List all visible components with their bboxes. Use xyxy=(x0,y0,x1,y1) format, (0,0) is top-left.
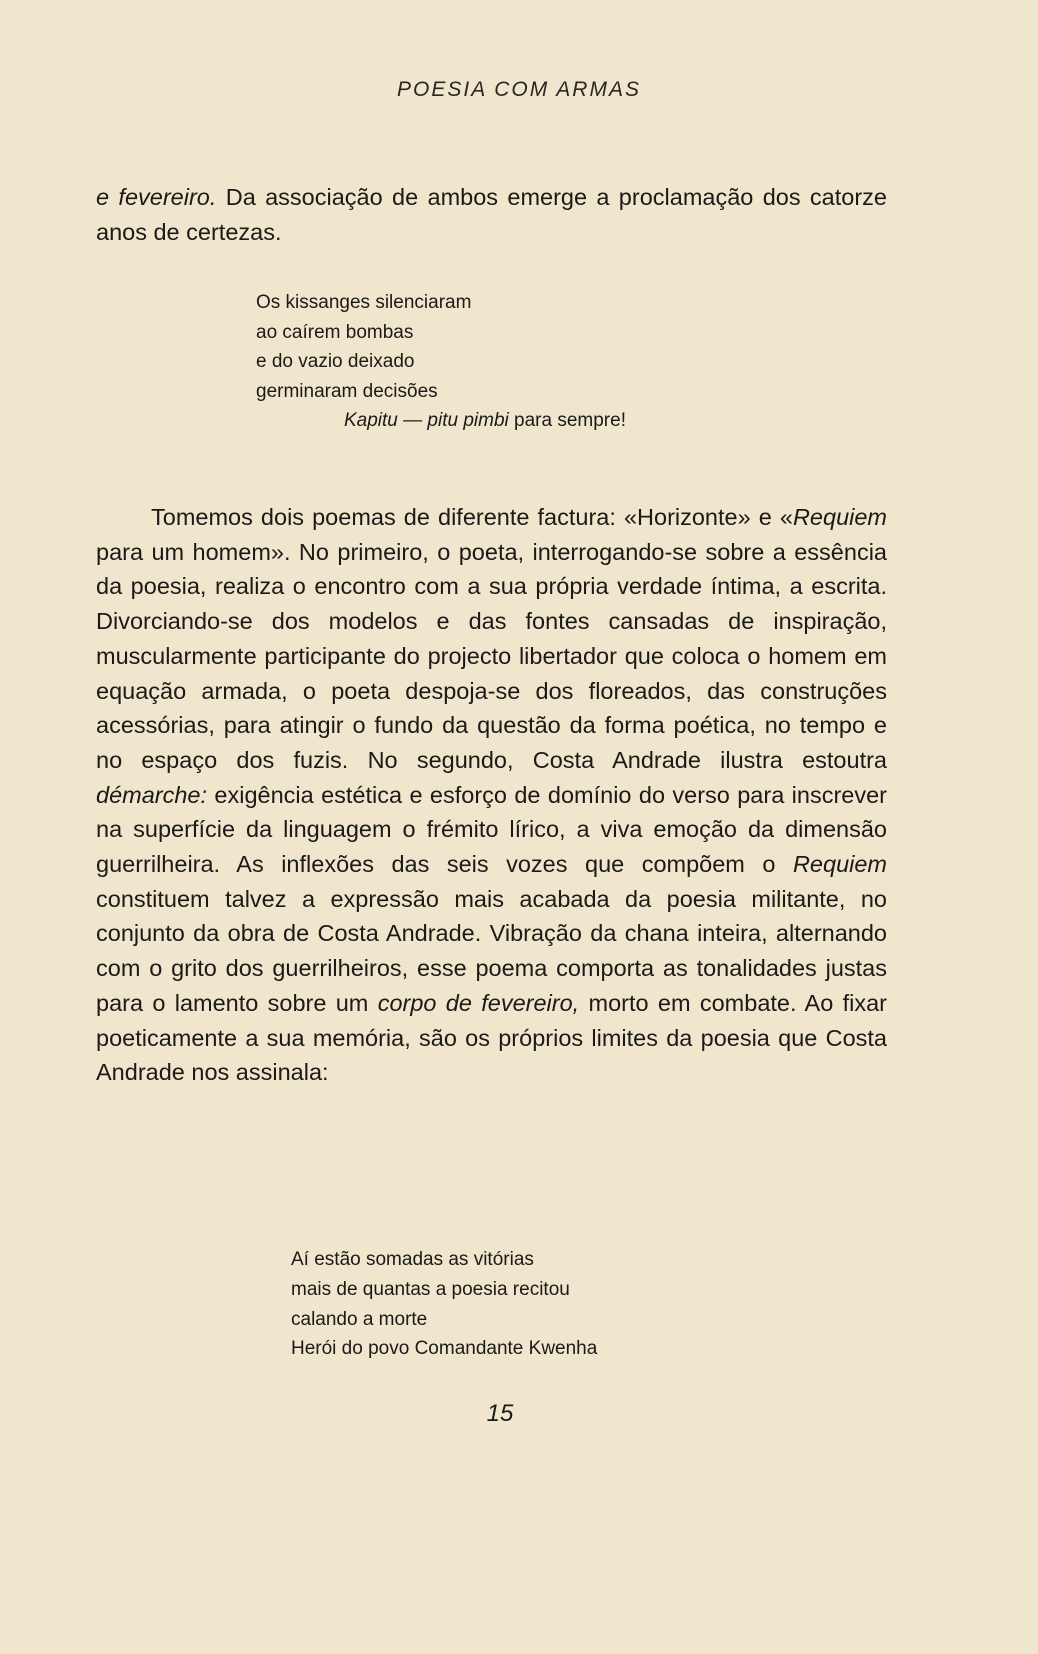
poem-2-line: Herói do povo Comandante Kwenha xyxy=(291,1338,598,1360)
paragraph-2 xyxy=(96,500,887,1090)
poem-1-line: Os kissanges silenciaram xyxy=(256,292,472,313)
poem-2-line: mais de quantas a poesia recitou xyxy=(291,1278,570,1300)
paragraph-2-italic-3: Requiem xyxy=(792,851,887,878)
paragraph-1-text: Da associação de ambos emerge a proclamação dos catorze anos de certezas. xyxy=(96,184,887,245)
page-number: 15 xyxy=(486,1400,514,1427)
poem-2-line: calando a morte xyxy=(291,1308,428,1330)
paragraph-2-italic-2: démarche: xyxy=(96,781,208,808)
paragraph-2-text-4: constituem talvez a expressão mais acabada da poesia militante, no conjunto da obra de Costa Andrade. Vibração da chana inteira, alternando com o grito dos guerrilheiros, esse poema comporta as tonalidades justas para o lamento sobre um xyxy=(96,885,887,1016)
paragraph-1 xyxy=(96,180,887,249)
poem-1-last-line-italic: Kapitu — pitu pimbi xyxy=(344,410,509,431)
paragraph-1-italic: e fevereiro. xyxy=(96,184,217,210)
poem-1-line: germinaram decisões xyxy=(256,380,438,402)
poem-1-line: ao caírem bombas xyxy=(256,321,414,343)
paragraph-2-text-2: para um homem». No primeiro, o poeta, interrogando-se sobre a essência da poesia, realiza o encontro com a sua própria verdade íntima, a escrita. Divorciando-se dos modelos e das fontes cansadas de inspiração, muscularmente participante do projecto libertador que coloca o homem em equação armada, o poeta despoja-se dos floreados, das construções acessórias, para atingir o fundo da questão da forma poética, no tempo e no espaço dos fuzis. No segundo, Costa Andrade ilustra estoutra xyxy=(96,538,887,773)
poem-1-last-line-rest: para sempre! xyxy=(508,410,626,431)
paragraph-2-text-1: Tomemos dois poemas de diferente factura: «Horizonte» e « xyxy=(151,504,793,530)
paragraph-2-italic-4: corpo de fevereiro, xyxy=(377,989,580,1016)
paragraph-2-text-3: exigência estética e esforço de domínio do verso para inscrever na superfície da linguagem o frémito lírico, a viva emoção da dimensão guerrilheira. As inflexões das seis vozes que compõem o xyxy=(96,781,887,878)
paragraph-2-text-5: morto em combate. Ao fixar poeticamente a sua memória, são os próprios limites da poesia que Costa Andrade nos assinala: xyxy=(96,989,887,1086)
poem-2-line: Aí estão somadas as vitórias xyxy=(291,1249,534,1270)
running-head: POESIA COM ARMAS xyxy=(397,78,641,101)
poem-1-line: e do vazio deixado xyxy=(256,351,415,372)
poem-1 xyxy=(256,288,626,436)
poem-2 xyxy=(291,1245,597,1364)
poem-1-last-line xyxy=(256,406,626,436)
paragraph-2-italic-1: Requiem xyxy=(792,504,887,530)
